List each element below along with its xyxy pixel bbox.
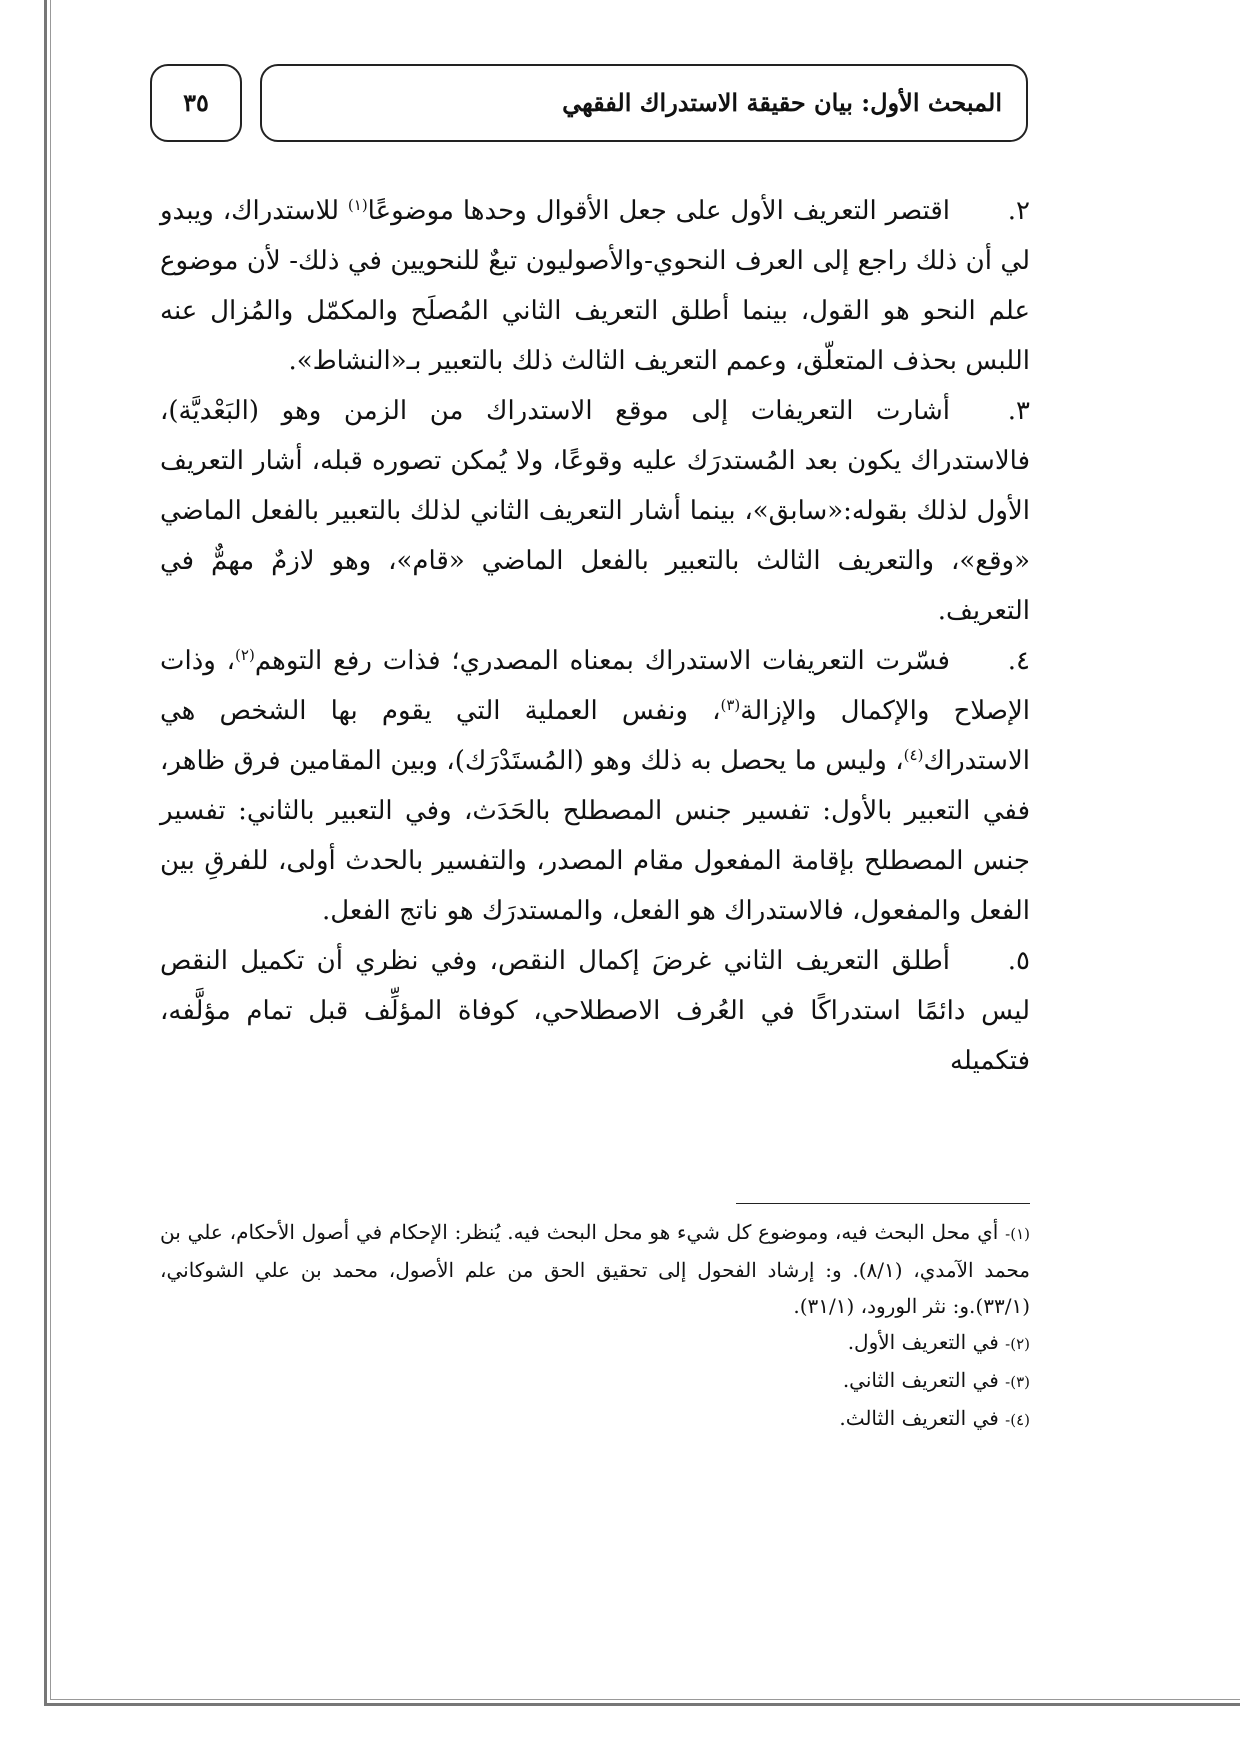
footnote-1	[160, 1214, 1030, 1324]
paragraph-text: ، ونفس العملية التي يقوم بها الشخص هي الاستدراك	[160, 696, 1030, 776]
paragraph-text: فسّرت التعريفات الاستدراك بمعناه المصدري؛ فذات رفع التوهم	[254, 646, 950, 676]
paragraph-text: أطلق التعريف الثاني غرضَ إكمال النقص، وفي نظري أن تكميل النقص ليس دائمًا استدراكًا في العُرف الاصطلاحي، كوفاة المؤلِّف قبل تمام مؤلَّفه، فتكميله	[160, 946, 1030, 1076]
footnote-4	[160, 1400, 1030, 1438]
footnote-3	[160, 1362, 1030, 1400]
page-border-left	[44, 0, 47, 1706]
paragraph-text: أشارت التعريفات إلى موقع الاستدراك من الزمن وهو (البَعْديَّة)، فالاستدراك يكون بعد المُستدرَك عليه وقوعًا، ولا يُمكن تصوره قبله، أشار التعريف الأول لذلك بقوله:«سابق»، بينما أشار التعريف الثاني لذلك بالتعبير بالفعل الماضي «وقع»، والتعريف الثالث بالتعبير بالفعل الماضي «قام»، وهو لازمٌ مهمٌّ في التعريف.	[160, 396, 1030, 626]
footnote-ref-2[interactable]: (٢)	[235, 646, 255, 664]
footnote-text: في التعريف الأول.	[847, 1330, 999, 1354]
paragraph-2	[160, 186, 1030, 386]
page-number: ٣٥	[150, 64, 242, 142]
page-border-bottom-inner	[50, 1699, 1240, 1700]
running-header-title: المبحث الأول: بيان حقيقة الاستدراك الفقهي	[260, 64, 1028, 142]
paragraph-text: ، وليس ما يحصل به ذلك وهو (المُستَدْرَك)، وبين المقامين فرق ظاهر، ففي التعبير بالأول: تفسير جنس المصطلح بالحَدَث، وفي التعبير بالثاني: تفسير جنس المصطلح بإقامة المفعول مقام المصدر، والتفسير بالحدث أولى، للفرقِ بين الفعل والمفعول، فالاستدراك هو الفعل، والمستدرَك هو ناتج الفعل.	[160, 746, 1030, 926]
footnote-mark: (٣)-	[1005, 1373, 1030, 1391]
footnote-text: في التعريف الثاني.	[842, 1368, 999, 1392]
footnote-ref-3[interactable]: (٣)	[720, 696, 741, 714]
footnote-ref-4[interactable]: (٤)	[903, 746, 924, 764]
page-border-left-inner	[50, 0, 51, 1700]
paragraph-3	[160, 386, 1030, 636]
paragraph-number: ٣.	[1007, 396, 1030, 426]
paragraph-text: ، وذات الإصلاح والإكمال والإزالة	[160, 646, 1030, 726]
paragraph-number: ٤.	[1007, 646, 1030, 676]
footnote-mark: (١)-	[1005, 1225, 1030, 1243]
footnote-mark: (٢)-	[1005, 1335, 1030, 1353]
footnotes	[160, 1214, 1030, 1438]
page-border-bottom	[44, 1703, 1240, 1706]
footnote-text: أي محل البحث فيه، وموضوع كل شيء هو محل البحث فيه. يُنظر: الإحكام في أصول الأحكام، علي بن محمد الآمدي، (٨/١). و: إرشاد الفحول إلى تحقيق الحق من علم الأصول، محمد بن علي الشوكاني، (٣٣/١).و: نثر الورود، (٣١/١).	[160, 1220, 1031, 1318]
footnote-text: في التعريف الثالث.	[839, 1406, 999, 1430]
paragraph-text: للاستدراك، ويبدو لي أن ذلك راجع إلى العرف النحوي-والأصوليون تبعٌ للنحويين في ذلك- لأن موضوع علم النحو هو القول، بينما أطلق التعريف الثاني المُصلَح والمكمّل والمُزال عنه اللبس بحذف المتعلّق، وعمم التعريف الثالث ذلك بالتعبير بـ«النشاط».	[160, 196, 1030, 376]
body-text	[160, 186, 1030, 1086]
paragraph-5	[160, 936, 1030, 1086]
paragraph-number: ٢.	[1007, 196, 1030, 226]
paragraph-text: اقتصر التعريف الأول على جعل الأقوال وحدها موضوعًا	[367, 196, 950, 226]
footnote-mark: (٤)-	[1005, 1411, 1030, 1429]
footnote-separator	[736, 1203, 1030, 1204]
footnote-ref-1[interactable]: (١)	[347, 196, 368, 214]
footnote-2	[160, 1324, 1030, 1362]
paragraph-number: ٥.	[1007, 946, 1030, 976]
paragraph-4	[160, 636, 1030, 936]
